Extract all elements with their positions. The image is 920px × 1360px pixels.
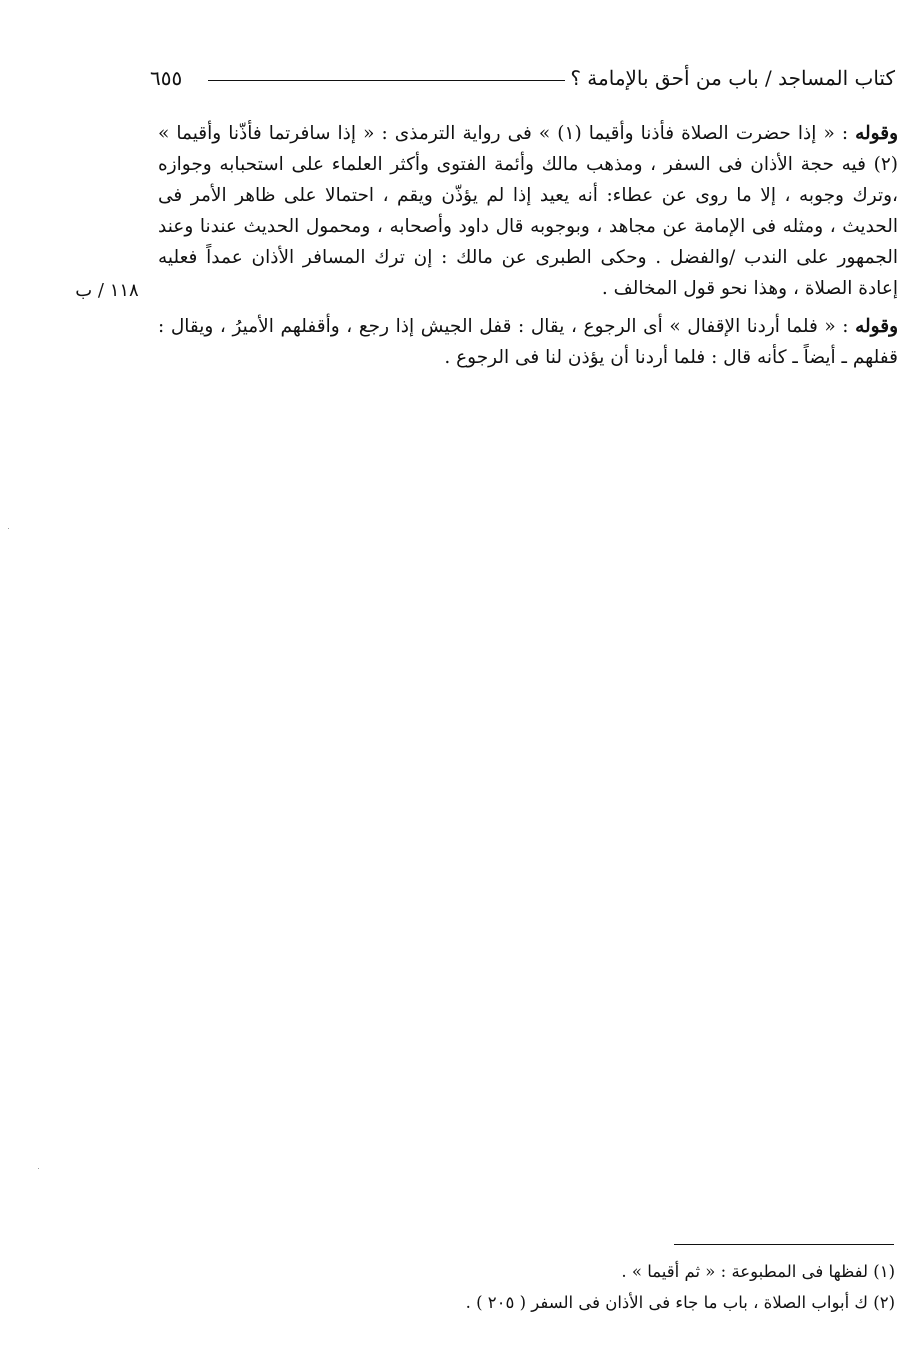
paragraph-text: : « إذا حضرت الصلاة فأذنا وأقيما (١) » فى رواية الترمذى : « إذا سافرتما فأذّنا وأقيما » (٢) فيه حجة الأذان فى السفر ، ومذهب مالك وأئمة الفتوى وأكثر العلماء على استحبابه وجوازه ،وترك وجوبه ، إلا ما روى عن عطاء: أنه يعيد إذا لم يؤذّن ويقم ، احتمالا على ظاهر الأمر فى الحديث ، ومثله فى الإمامة عن مجاهد ، وبوجوبه قال داود وأصحابه ، ومحمول الحديث عندنا وعند الجمهور على الندب /والفضل . وحكى الطبرى عن مالك : إن ترك المسافر الأذان عمداً فعليه إعادة الصلاة ، وهذا نحو قول المخالف . (158, 123, 898, 299)
manuscript-folio-note: ١١٨ / ب (75, 280, 139, 301)
footnote: (١) لفظها فى المطبوعة : « ثم أقيما » . (621, 1262, 895, 1281)
paragraph-text: : « فلما أردنا الإقفال » أى الرجوع ، يقال : قفل الجيش إذا رجع ، وأقفلهم الأميرُ ، ويقال : قفلهم ـ أيضاً ـ كأنه قال : فلما أردنا أن يؤذن لنا فى الرجوع . (158, 316, 898, 368)
page-number: ٦٥٥ (150, 66, 183, 90)
scan-speck (8, 528, 9, 529)
paragraph (158, 311, 898, 373)
footnote-rule (674, 1244, 894, 1245)
page-header (150, 62, 895, 102)
header-rule (208, 80, 565, 81)
paragraph-lead: وقوله (855, 123, 899, 144)
footnotes (300, 1256, 895, 1318)
footnote: (٢) ك أبواب الصلاة ، باب ما جاء فى الأذان فى السفر ( ٢٠٥ ) . (465, 1293, 895, 1312)
scan-speck (38, 1168, 39, 1169)
paragraph-lead: وقوله (855, 316, 898, 337)
main-text (158, 118, 898, 373)
running-title: كتاب المساجد / باب من أحق بالإمامة ؟ (570, 66, 895, 90)
paragraph (158, 118, 898, 304)
